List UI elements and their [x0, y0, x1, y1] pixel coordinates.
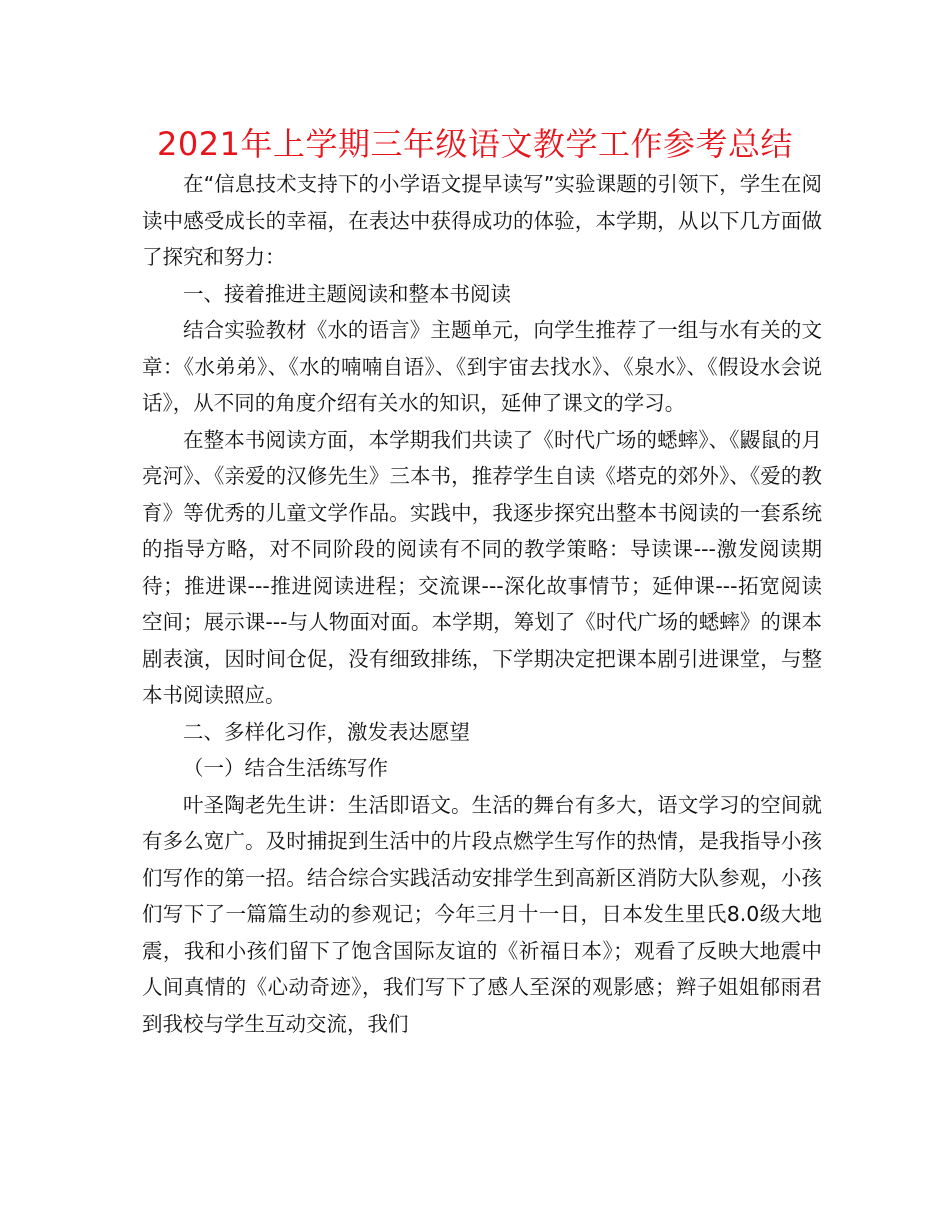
subsection-heading-1: （一）结合生活练写作: [183, 756, 388, 780]
document-title: 2021年上学期三年级语文教学工作参考总结: [157, 125, 793, 163]
paragraph-life-writing: 叶圣陶老先生讲：生活即语文。生活的舞台有多大，语文学习的空间就有多么宽广。及时捕捉到生活中的片段点燃学生写作的热情，是我指导小孩们写作的第一招。结合综合实践活动安排学生到高新区消防大队参观，小孩们写下了一篇篇生动的参观记；今年三月十一日，日本发生里氏8.0级大地震，我和小孩们留下了饱含国际友谊的《祈福日本》；观看了反映大地震中人间真情的《心动奇迹》，我们写下了感人至深的观影感；辫子姐姐郁雨君到我校与学生互动交流，我们: [142, 792, 822, 1036]
section-heading-1: 一、接着推进主题阅读和整本书阅读: [183, 281, 511, 306]
section-heading-2: 二、多样化习作，激发表达愿望: [183, 719, 470, 744]
paragraph-theme-reading: 结合实验教材《水的语言》主题单元，向学生推荐了一组与水有关的文章：《水弟弟》、《水的喃喃自语》、《到宇宙去找水》、《泉水》、《假设水会说话》，从不同的角度介绍有关水的知识，延伸了课文的学习。: [142, 318, 822, 415]
paragraph-intro: 在“信息技术支持下的小学语文提早读写”实验课题的引领下，学生在阅读中感受成长的幸福，在表达中获得成功的体验，本学期，从以下几方面做了探究和努力：: [142, 172, 822, 269]
paragraph-whole-book-reading: 在整本书阅读方面，本学期我们共读了《时代广场的蟋蟀》、《鼹鼠的月亮河》、《亲爱的汉修先生》三本书，推荐学生自读《塔克的郊外》、《爱的教育》等优秀的儿童文学作品。实践中，我逐步探究出整本书阅读的一套系统的指导方略，对不同阶段的阅读有不同的教学策略：导读课---激发阅读期待；推进课---推进阅读进程；交流课---深化故事情节；延伸课---拓宽阅读空间；展示课---与人物面对面。本学期，筹划了《时代广场的蟋蟀》的课本剧表演，因时间仓促，没有细致排练，下学期决定把课本剧引进课堂，与整本书阅读照应。: [142, 427, 822, 707]
document-body: [142, 166, 822, 1042]
